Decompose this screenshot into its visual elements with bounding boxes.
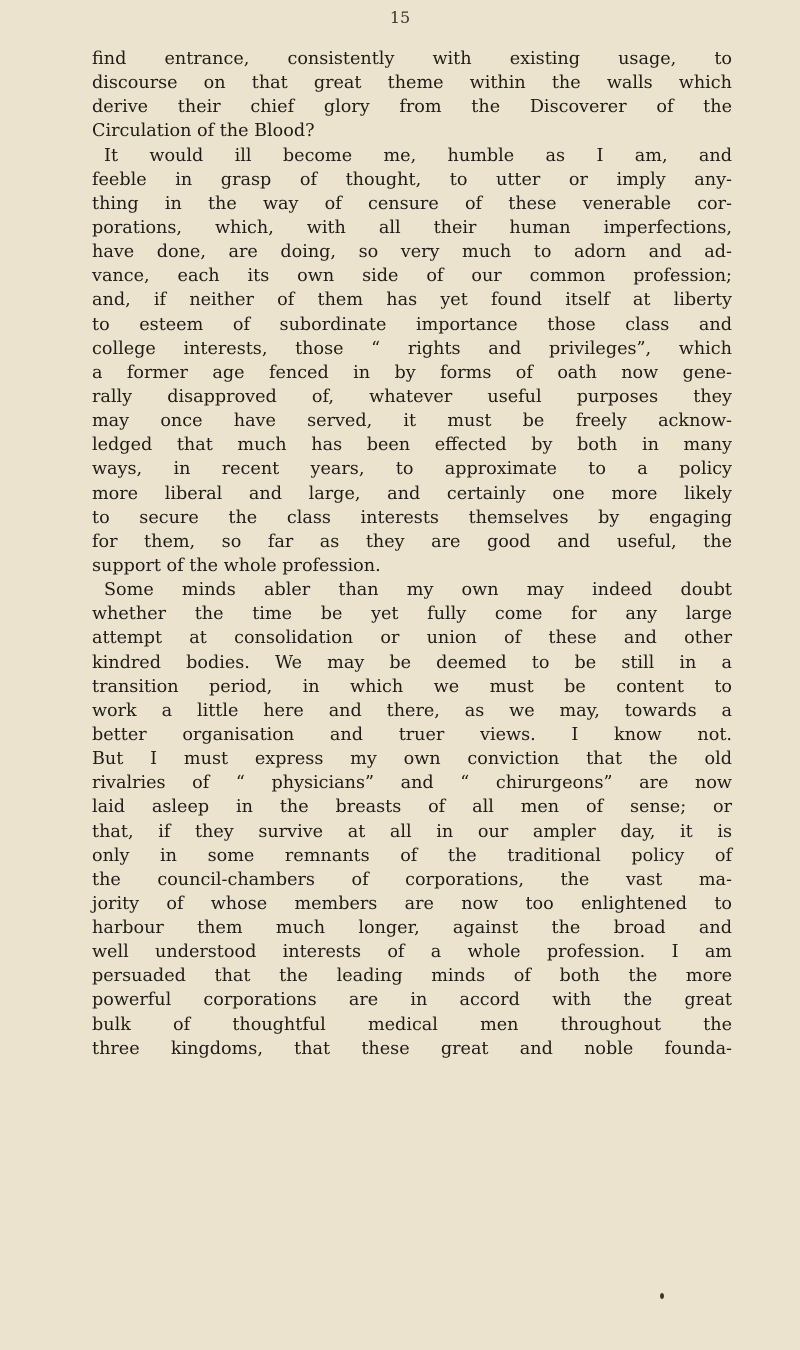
text-line: kindred bodies. We may be deemed to be still in a xyxy=(92,652,732,673)
text-line: well understood interests of a whole profession. I am xyxy=(92,942,732,963)
text-line: derive their chief glory from the Discoverer of the xyxy=(92,97,732,118)
text-line: harbour them much longer, against the broad and xyxy=(92,918,732,939)
text-line: ledged that much has been effected by both in many xyxy=(92,435,732,456)
text-line: three kingdoms, that these great and noble founda- xyxy=(92,1038,732,1059)
text-line: transition period, in which we must be content to xyxy=(92,676,732,697)
text-line: porations, which, with all their human imperfections, xyxy=(92,217,732,238)
text-line: But I must express my own conviction that the old xyxy=(92,749,732,770)
text-line: attempt at consolidation or union of these and other xyxy=(92,628,732,649)
text-line: whether the time be yet fully come for any large xyxy=(92,604,732,625)
text-line: support of the whole profession. xyxy=(92,555,381,576)
text-line: the council-chambers of corporations, the vast ma- xyxy=(92,869,732,890)
text-line: thing in the way of censure of these venerable cor- xyxy=(92,193,732,214)
text-line: for them, so far as they are good and useful, the xyxy=(92,531,732,552)
text-line: better organisation and truer views. I know not. xyxy=(92,724,732,745)
text-line: It would ill become me, humble as I am, and xyxy=(104,145,732,166)
page-number: 15 xyxy=(389,8,411,27)
text-line: college interests, those “ rights and privileges”, which xyxy=(92,338,732,359)
text-line: find entrance, consistently with existing usage, to xyxy=(92,49,732,69)
text-line: and, if neither of them has yet found itself at liberty xyxy=(92,290,732,311)
text-line: that, if they survive at all in our ampler day, it is xyxy=(92,821,732,842)
text-line: persuaded that the leading minds of both the more xyxy=(92,966,732,987)
text-line: rally disapproved of, whatever useful purposes they xyxy=(92,386,732,407)
text-line: may once have served, it must be freely acknow- xyxy=(92,411,732,432)
text-line: to secure the class interests themselves by engaging xyxy=(92,507,732,528)
text-line: Some minds abler than my own may indeed doubt xyxy=(104,580,732,601)
body-text xyxy=(92,47,732,1061)
text-line: discourse on that great theme within the walls which xyxy=(92,73,732,94)
text-line: only in some remnants of the traditional policy of xyxy=(92,845,732,866)
text-line: work a little here and there, as we may, towards a xyxy=(92,700,732,721)
text-line: ways, in recent years, to approximate to a policy xyxy=(92,459,732,480)
text-line: more liberal and large, and certainly one more likely xyxy=(92,483,732,504)
text-line: Circulation of the Blood? xyxy=(92,121,315,142)
text-line: have done, are doing, so very much to adorn and ad- xyxy=(92,242,732,263)
text-line: rivalries of “ physicians” and “ chirurgeons” are now xyxy=(92,773,732,794)
text-line: laid asleep in the breasts of all men of sense; or xyxy=(92,797,732,818)
ink-speck xyxy=(660,1293,664,1299)
text-line: a former age fenced in by forms of oath now gene- xyxy=(92,362,732,383)
text-line: feeble in grasp of thought, to utter or imply any- xyxy=(92,169,732,190)
text-line: bulk of thoughtful medical men throughout the xyxy=(92,1014,732,1035)
text-line: jority of whose members are now too enlightened to xyxy=(92,893,732,914)
text-line: vance, each its own side of our common profession; xyxy=(92,266,732,287)
text-line: powerful corporations are in accord with the great xyxy=(92,990,732,1011)
text-line: to esteem of subordinate importance those class and xyxy=(92,314,732,335)
